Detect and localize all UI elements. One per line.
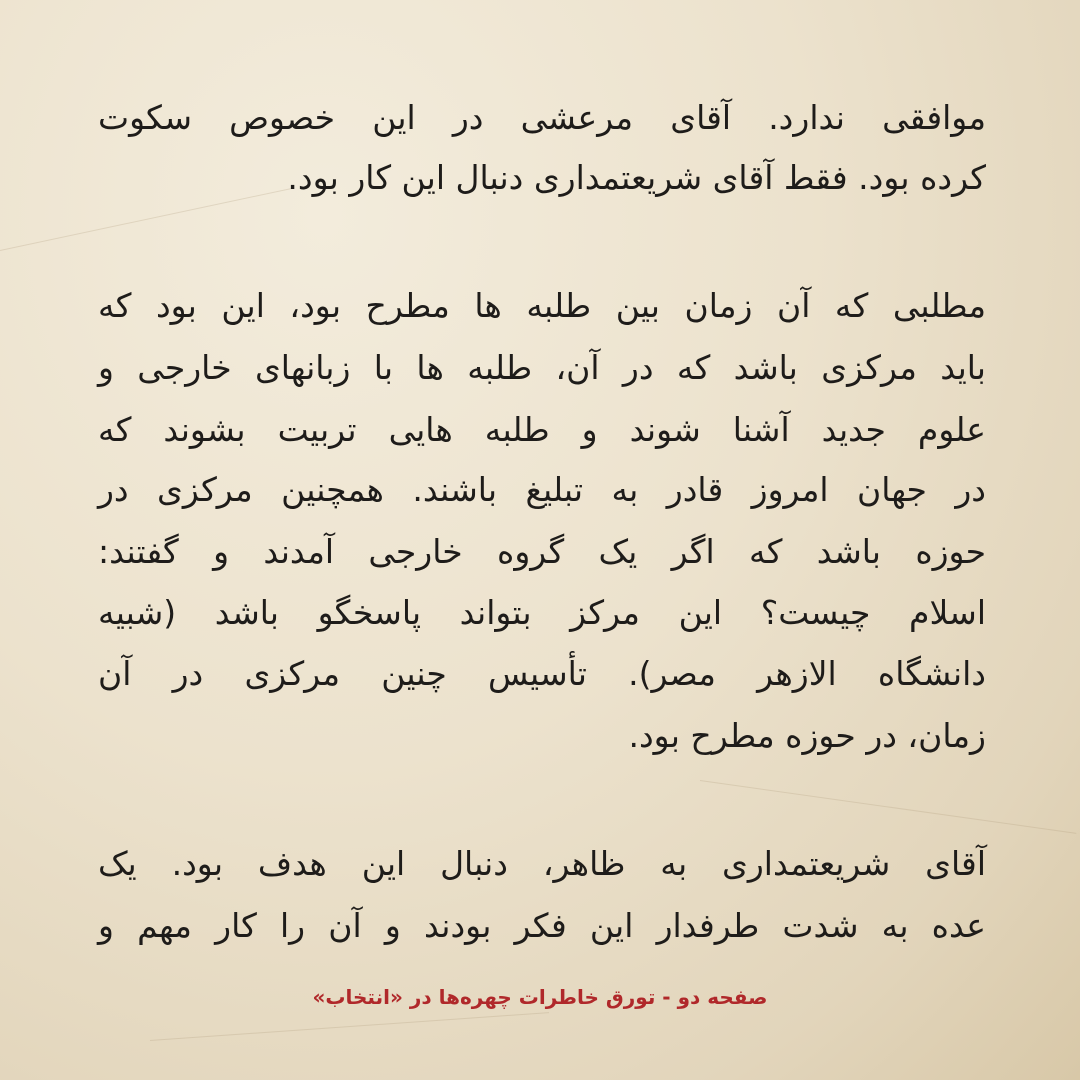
text-line: عده به شدت طرفدار این فکر بودند و آن را کار مهم و [98, 906, 986, 945]
text-line: باید مرکزی باشد که در آن، طلبه ها با زبانهای خارجی و [98, 348, 986, 387]
text-line: اسلام چیست؟ این مرکز بتواند پاسخگو باشد (شبیه [98, 593, 986, 632]
text-line: آقای شریعتمداری به ظاهر، دنبال این هدف بود. یک [98, 844, 986, 883]
text-line: زمان، در حوزه مطرح بود. [628, 716, 986, 755]
page-footer: صفحه دو - تورق خاطرات چهره‌ها در «انتخاب» [312, 985, 768, 1009]
paper-texture [150, 1012, 549, 1041]
text-line: در جهان امروز قادر به تبلیغ باشند. همچنین مرکزی در [98, 470, 986, 509]
text-line: موافقی ندارد. آقای مرعشی در این خصوص سکوت [98, 98, 986, 137]
text-line: دانشگاه الازهر مصر). تأسیس چنین مرکزی در آن [98, 654, 986, 693]
text-line: حوزه باشد که اگر یک گروه خارجی آمدند و گفتند: [98, 532, 986, 571]
text-line: علوم جدید آشنا شوند و طلبه هایی تربیت بشوند که [98, 410, 986, 449]
paper-texture [700, 780, 1076, 834]
text-line: مطلبی که آن زمان بین طلبه ها مطرح بود، این بود که [98, 286, 986, 325]
text-line: کرده بود. فقط آقای شریعتمداری دنبال این کار بود. [287, 158, 986, 197]
